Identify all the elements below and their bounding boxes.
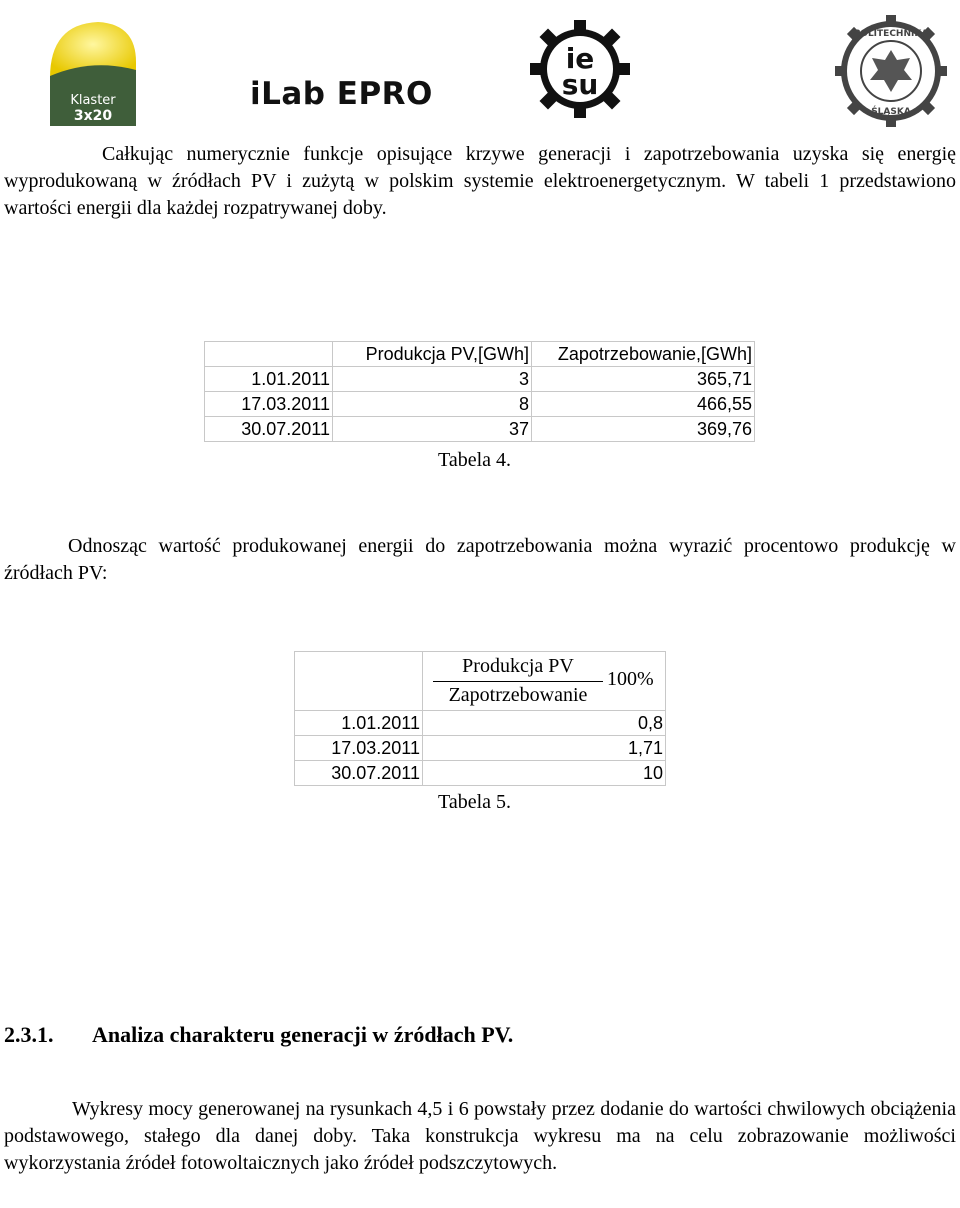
production-cell: 8 xyxy=(333,392,532,417)
ilab-epro-logo: iLab EPRO xyxy=(250,76,433,112)
table-header-row xyxy=(205,342,755,367)
demand-cell: 466,55 xyxy=(532,392,755,417)
fraction-bar xyxy=(433,681,603,682)
table4-caption: Tabela 4. xyxy=(438,449,512,471)
header-cell-production: Produkcja PV,[GWh] xyxy=(333,342,532,367)
header-cell-formula xyxy=(423,652,666,711)
percentage-cell: 1,71 xyxy=(423,736,666,761)
paragraph-intro-text: Całkując numerycznie funkcje opisujące krzywe generacji i zapotrzebowania uzyska się energię wyprodukowaną w źródłach PV i zużytą w polskim systemie elektroenergetycznym. W tabeli 1 przedstawiono wartości energii dla każdej rozpatrywanej doby. xyxy=(4,143,956,219)
formula-denominator: Zapotrzebowanie xyxy=(448,684,588,706)
date-cell: 1.01.2011 xyxy=(295,711,423,736)
production-cell: 3 xyxy=(333,367,532,392)
formula-multiplier: 100% xyxy=(607,668,654,690)
svg-text:su: su xyxy=(561,68,599,101)
header-cell-empty xyxy=(295,652,423,711)
table-header-row xyxy=(295,652,666,711)
table-row xyxy=(295,761,666,786)
header-cell-empty xyxy=(205,342,333,367)
date-cell: 17.03.2011 xyxy=(295,736,423,761)
paragraph-charts xyxy=(4,1096,956,1177)
svg-text:ŚLĄSKA: ŚLĄSKA xyxy=(871,107,911,117)
section-title: Analiza charakteru generacji w źródłach PV. xyxy=(92,1022,514,1047)
demand-cell: 365,71 xyxy=(532,367,755,392)
table-row xyxy=(295,736,666,761)
section-number: 2.3.1. xyxy=(4,1022,54,1047)
header-cell-demand: Zapotrzebowanie,[GWh] xyxy=(532,342,755,367)
svg-text:ie: ie xyxy=(565,42,595,75)
svg-text:3x20: 3x20 xyxy=(73,108,113,124)
table5-caption: Tabela 5. xyxy=(438,791,512,813)
date-cell: 17.03.2011 xyxy=(205,392,333,417)
iesu-logo xyxy=(528,18,632,120)
section-heading xyxy=(4,1022,513,1048)
table-percentage xyxy=(294,651,666,786)
percentage-cell: 0,8 xyxy=(423,711,666,736)
table-energy xyxy=(204,341,755,442)
politechnika-slaska-seal xyxy=(834,14,948,128)
production-cell: 37 xyxy=(333,417,532,442)
formula-numerator: Produkcja PV xyxy=(462,655,574,677)
klaster-logo xyxy=(46,18,140,130)
paragraph-intro xyxy=(4,141,956,222)
date-cell: 30.07.2011 xyxy=(295,761,423,786)
table-row xyxy=(205,417,755,442)
date-cell: 30.07.2011 xyxy=(205,417,333,442)
demand-cell: 369,76 xyxy=(532,417,755,442)
paragraph-charts-text: Wykresy mocy generowanej na rysunkach 4,5 i 6 powstały przez dodanie do wartości chwilowych obciążenia podstawowego, stałego dla danej doby. Taka konstrukcja wykresu ma na celu zobrazowanie możliwości wykorzystania źródeł fotowoltaicznych jako źródeł podszczytowych. xyxy=(4,1098,956,1174)
table-row xyxy=(295,711,666,736)
svg-text:POLITECHNIKA: POLITECHNIKA xyxy=(853,29,929,39)
date-cell: 1.01.2011 xyxy=(205,367,333,392)
paragraph-percentage xyxy=(4,533,956,587)
percentage-cell: 10 xyxy=(423,761,666,786)
table-row xyxy=(205,367,755,392)
table-row xyxy=(205,392,755,417)
paragraph-percentage-text: Odnosząc wartość produkowanej energii do zapotrzebowania można wyrazić procentowo produkcję w źródłach PV: xyxy=(4,535,956,584)
percentage-formula xyxy=(423,652,665,710)
klaster-logo-text: Klaster xyxy=(70,93,116,108)
